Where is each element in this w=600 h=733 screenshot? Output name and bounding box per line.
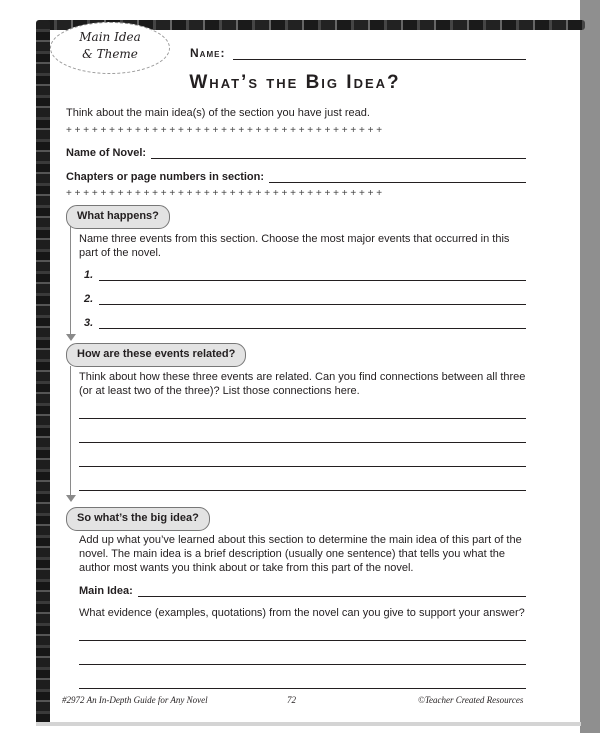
- chapters-field: [66, 170, 526, 183]
- event-line-1: [84, 268, 526, 281]
- main-idea-label: Main Idea:: [79, 585, 133, 597]
- answer-line[interactable]: [79, 664, 526, 665]
- novel-name-label: Name of Novel:: [66, 147, 147, 159]
- section1-text: Name three events from this section. Choose the most major events that occurred in this part of the novel.: [79, 233, 510, 259]
- connector-line: [70, 226, 71, 336]
- event-number: 3.: [84, 317, 94, 329]
- topic-tag: [50, 22, 170, 74]
- arrow-down-icon: [66, 495, 76, 502]
- answer-line[interactable]: [79, 442, 526, 443]
- section2-text: Think about how these three events are related. Can you find connections between all three (or at least two of the three)? List those connections here.: [79, 371, 526, 397]
- evidence-prompt: What evidence (examples, quotations) from the novel can you give to support your answer?: [79, 607, 525, 619]
- topic-tag-line2: & Theme: [82, 47, 138, 61]
- footer-book-title: #2972 An In-Depth Guide for Any Novel: [62, 695, 208, 705]
- footer-publisher: ©Teacher Created Resources: [418, 695, 524, 705]
- section3-text: Add up what you’ve learned about this section to determine the main idea of this part of the novel. The main idea is a brief description (usually one sentence) that tells you what the author most wants you think about or take from this part of the novel.: [79, 534, 522, 574]
- event-blank-line[interactable]: [99, 292, 526, 305]
- main-idea-line[interactable]: [138, 584, 526, 597]
- name-blank-line[interactable]: [233, 47, 526, 60]
- page-bottom-edge: [36, 722, 581, 726]
- section-heading-big-idea: So what’s the big idea?: [66, 507, 210, 531]
- answer-line[interactable]: [79, 640, 526, 641]
- plus-divider: + + + + + + + + + + + + + + + + + + + + + + + + + + + + + + + + + + + + +: [66, 188, 383, 199]
- name-label: Name:: [190, 46, 226, 60]
- event-blank-line[interactable]: [99, 268, 526, 281]
- page-title: What’s the Big Idea?: [189, 72, 401, 93]
- section-heading-what-happens: What happens?: [66, 205, 170, 229]
- answer-line[interactable]: [79, 490, 526, 491]
- connector-line: [70, 366, 71, 496]
- plus-divider: + + + + + + + + + + + + + + + + + + + + + + + + + + + + + + + + + + + + +: [66, 125, 383, 136]
- novel-name-line[interactable]: [151, 146, 526, 159]
- chapters-label: Chapters or page numbers in section:: [66, 171, 265, 183]
- name-field: [190, 46, 526, 60]
- topic-tag-line1: Main Idea: [79, 30, 141, 44]
- event-number: 2.: [84, 293, 94, 305]
- grunge-border-left: [36, 20, 50, 725]
- event-line-2: [84, 292, 526, 305]
- chapters-line[interactable]: [269, 170, 526, 183]
- event-blank-line[interactable]: [99, 316, 526, 329]
- footer-page-number: 72: [287, 695, 296, 705]
- section-heading-events-related: How are these events related?: [66, 343, 246, 367]
- page-edge-shadow: [580, 0, 600, 733]
- event-number: 1.: [84, 269, 94, 281]
- answer-line[interactable]: [79, 418, 526, 419]
- answer-line[interactable]: [79, 688, 526, 689]
- novel-name-field: [66, 146, 526, 159]
- main-idea-field: [79, 584, 526, 597]
- answer-line[interactable]: [79, 466, 526, 467]
- event-line-3: [84, 316, 526, 329]
- intro-text: Think about the main idea(s) of the section you have just read.: [66, 107, 370, 119]
- arrow-down-icon: [66, 334, 76, 341]
